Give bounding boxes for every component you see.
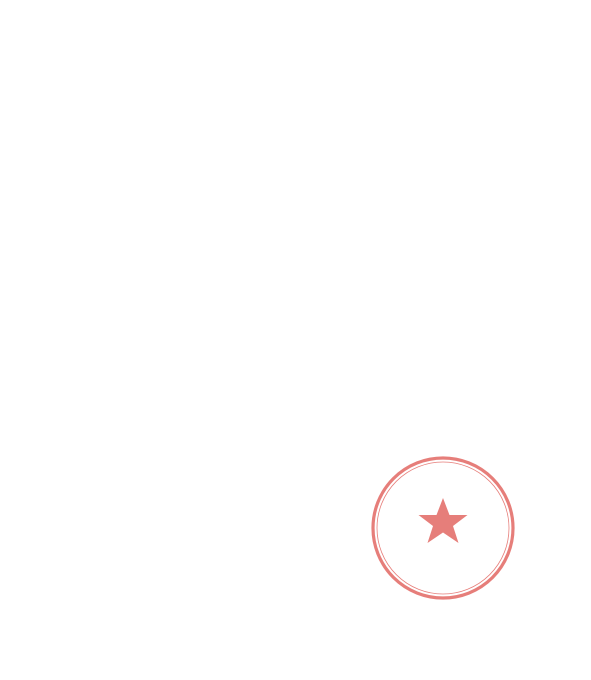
seal-star-icon <box>419 498 468 543</box>
official-seal-stamp <box>367 452 519 604</box>
